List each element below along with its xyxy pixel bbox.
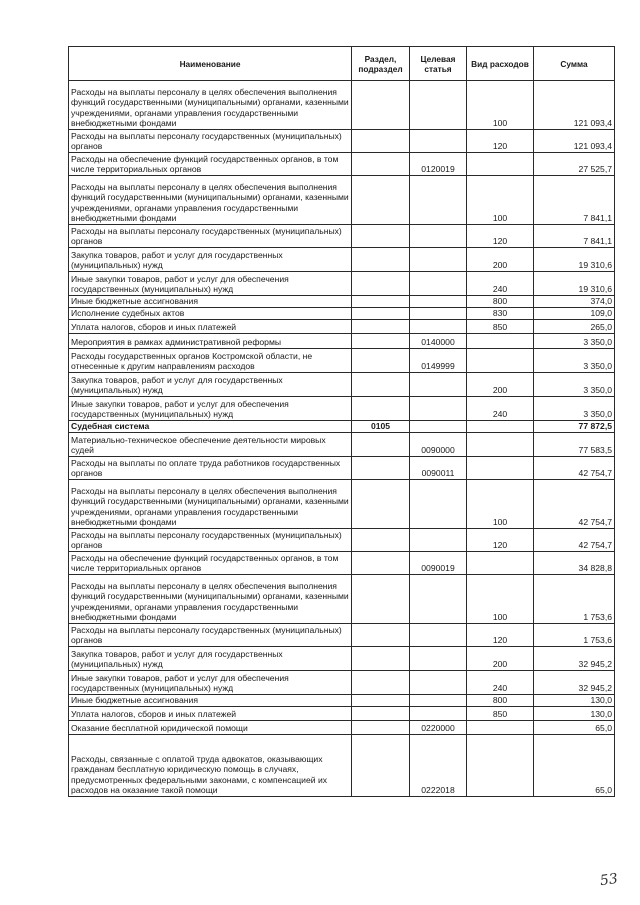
cell-type: 120 <box>467 529 534 552</box>
table-row <box>69 373 615 397</box>
cell-amount: 7 841,1 <box>534 176 615 225</box>
cell-name: Иные бюджетные ассигнования <box>69 695 352 707</box>
cell-name: Расходы на выплаты персоналу государственных (муниципальных) органов <box>69 624 352 647</box>
cell-type: 120 <box>467 225 534 248</box>
cell-section <box>352 552 410 575</box>
cell-amount: 265,0 <box>534 320 615 334</box>
cell-name: Иные закупки товаров, работ и услуг для обеспечения государственных (муниципальных) нужд <box>69 397 352 421</box>
cell-type: 240 <box>467 272 534 296</box>
cell-type: 120 <box>467 624 534 647</box>
table-header-row <box>69 47 615 81</box>
cell-amount: 130,0 <box>534 707 615 721</box>
cell-target <box>410 248 467 272</box>
cell-type: 100 <box>467 81 534 130</box>
cell-target <box>410 296 467 308</box>
cell-section <box>352 320 410 334</box>
cell-type <box>467 334 534 349</box>
cell-type: 850 <box>467 707 534 721</box>
cell-name: Материально-техническое обеспечение деятельности мировых судей <box>69 433 352 457</box>
table-row <box>69 349 615 373</box>
cell-amount: 19 310,6 <box>534 272 615 296</box>
cell-name: Расходы, связанные с оплатой труда адвокатов, оказывающих гражданам бесплатную юридическую помощь в случаях, предусмотренных федеральными законами, с компенсацией их расходов на оказание такой помощи <box>69 735 352 797</box>
cell-target <box>410 176 467 225</box>
cell-amount: 7 841,1 <box>534 225 615 248</box>
table-row <box>69 130 615 153</box>
cell-target <box>410 225 467 248</box>
cell-type: 830 <box>467 308 534 320</box>
cell-target <box>410 373 467 397</box>
cell-section <box>352 296 410 308</box>
table-row <box>69 707 615 721</box>
table-row <box>69 480 615 529</box>
cell-type: 200 <box>467 373 534 397</box>
cell-amount: 374,0 <box>534 296 615 308</box>
table-row <box>69 735 615 797</box>
cell-amount: 32 945,2 <box>534 647 615 671</box>
table-row <box>69 81 615 130</box>
cell-target: 0090011 <box>410 457 467 480</box>
cell-target <box>410 695 467 707</box>
cell-amount: 19 310,6 <box>534 248 615 272</box>
cell-amount: 27 525,7 <box>534 153 615 176</box>
cell-target <box>410 308 467 320</box>
cell-target <box>410 480 467 529</box>
table-row <box>69 397 615 421</box>
cell-section <box>352 735 410 797</box>
cell-section <box>352 695 410 707</box>
cell-type: 100 <box>467 575 534 624</box>
cell-name: Расходы на выплаты персоналу в целях обеспечения выполнения функций государственными (муниципальными) органами, казенными учреждениями, органами управления государственными внебюджетными фондами <box>69 81 352 130</box>
cell-section <box>352 81 410 130</box>
cell-amount: 3 350,0 <box>534 397 615 421</box>
cell-name: Исполнение судебных актов <box>69 308 352 320</box>
cell-name: Закупка товаров, работ и услуг для государственных (муниципальных) нужд <box>69 248 352 272</box>
cell-type <box>467 457 534 480</box>
cell-amount: 42 754,7 <box>534 529 615 552</box>
cell-name: Уплата налогов, сборов и иных платежей <box>69 320 352 334</box>
cell-type: 200 <box>467 248 534 272</box>
cell-section <box>352 225 410 248</box>
table-row <box>69 248 615 272</box>
cell-name: Расходы на обеспечение функций государственных органов, в том числе территориальных органов <box>69 153 352 176</box>
cell-type: 800 <box>467 695 534 707</box>
cell-section <box>352 671 410 695</box>
cell-type: 100 <box>467 480 534 529</box>
table-row <box>69 334 615 349</box>
table-row <box>69 308 615 320</box>
cell-section <box>352 308 410 320</box>
cell-name: Расходы на выплаты персоналу в целях обеспечения выполнения функций государственными (муниципальными) органами, казенными учреждениями, органами управления государственными внебюджетными фондами <box>69 480 352 529</box>
cell-target <box>410 647 467 671</box>
cell-name: Расходы государственных органов Костромской области, не отнесенные к другим направлениям расходов <box>69 349 352 373</box>
cell-target: 0140000 <box>410 334 467 349</box>
cell-name: Расходы на выплаты персоналу в целях обеспечения выполнения функций государственными (муниципальными) органами, казенными учреждениями, органами управления государственными внебюджетными фондами <box>69 575 352 624</box>
table-row <box>69 647 615 671</box>
cell-section <box>352 647 410 671</box>
cell-section <box>352 480 410 529</box>
cell-target <box>410 671 467 695</box>
cell-section <box>352 373 410 397</box>
cell-name: Расходы на выплаты персоналу государственных (муниципальных) органов <box>69 225 352 248</box>
cell-section <box>352 721 410 735</box>
cell-amount: 3 350,0 <box>534 349 615 373</box>
cell-section <box>352 349 410 373</box>
table-row <box>69 552 615 575</box>
cell-amount: 3 350,0 <box>534 373 615 397</box>
cell-target <box>410 624 467 647</box>
cell-target <box>410 421 467 433</box>
cell-target <box>410 707 467 721</box>
cell-type <box>467 421 534 433</box>
cell-type <box>467 153 534 176</box>
cell-type <box>467 433 534 457</box>
cell-target: 0149999 <box>410 349 467 373</box>
cell-amount: 3 350,0 <box>534 334 615 349</box>
cell-section <box>352 248 410 272</box>
table-row <box>69 575 615 624</box>
cell-name: Закупка товаров, работ и услуг для государственных (муниципальных) нужд <box>69 373 352 397</box>
cell-target: 0120019 <box>410 153 467 176</box>
cell-target: 0222018 <box>410 735 467 797</box>
table-row <box>69 721 615 735</box>
cell-section <box>352 176 410 225</box>
cell-amount: 34 828,8 <box>534 552 615 575</box>
cell-type: 120 <box>467 130 534 153</box>
cell-name: Расходы на обеспечение функций государственных органов, в том числе территориальных органов <box>69 552 352 575</box>
table-row <box>69 272 615 296</box>
cell-section <box>352 624 410 647</box>
cell-name: Оказание бесплатной юридической помощи <box>69 721 352 735</box>
cell-type <box>467 349 534 373</box>
table-row <box>69 671 615 695</box>
cell-amount: 65,0 <box>534 721 615 735</box>
cell-amount: 77 872,5 <box>534 421 615 433</box>
table-row <box>69 457 615 480</box>
table-row <box>69 176 615 225</box>
cell-section <box>352 433 410 457</box>
table-row <box>69 695 615 707</box>
cell-target: 0220000 <box>410 721 467 735</box>
cell-target: 0090019 <box>410 552 467 575</box>
page-number: 53 <box>598 870 619 890</box>
cell-type: 200 <box>467 647 534 671</box>
header-name: Наименование <box>69 47 352 81</box>
table-row <box>69 421 615 433</box>
cell-name: Судебная система <box>69 421 352 433</box>
cell-amount: 1 753,6 <box>534 575 615 624</box>
cell-section <box>352 397 410 421</box>
cell-name: Расходы на выплаты персоналу государственных (муниципальных) органов <box>69 529 352 552</box>
cell-target <box>410 397 467 421</box>
cell-name: Уплата налогов, сборов и иных платежей <box>69 707 352 721</box>
cell-name: Мероприятия в рамках административной реформы <box>69 334 352 349</box>
cell-type: 100 <box>467 176 534 225</box>
cell-amount: 1 753,6 <box>534 624 615 647</box>
header-type: Вид расходов <box>467 47 534 81</box>
table-row <box>69 153 615 176</box>
cell-section <box>352 272 410 296</box>
cell-amount: 32 945,2 <box>534 671 615 695</box>
cell-name: Закупка товаров, работ и услуг для государственных (муниципальных) нужд <box>69 647 352 671</box>
cell-target <box>410 575 467 624</box>
cell-name: Расходы на выплаты по оплате труда работников государственных органов <box>69 457 352 480</box>
cell-section <box>352 457 410 480</box>
cell-type <box>467 735 534 797</box>
cell-target <box>410 529 467 552</box>
cell-target: 0090000 <box>410 433 467 457</box>
table-row <box>69 320 615 334</box>
cell-section <box>352 334 410 349</box>
cell-target <box>410 320 467 334</box>
header-target: Целевая статья <box>410 47 467 81</box>
cell-type: 240 <box>467 397 534 421</box>
budget-table <box>68 46 615 797</box>
header-amount: Сумма <box>534 47 615 81</box>
cell-section <box>352 575 410 624</box>
cell-target <box>410 130 467 153</box>
cell-type <box>467 721 534 735</box>
table-body <box>69 81 615 797</box>
cell-amount: 42 754,7 <box>534 480 615 529</box>
cell-name: Расходы на выплаты персоналу государственных (муниципальных) органов <box>69 130 352 153</box>
cell-section <box>352 707 410 721</box>
cell-amount: 65,0 <box>534 735 615 797</box>
cell-name: Расходы на выплаты персоналу в целях обеспечения выполнения функций государственными (муниципальными) органами, казенными учреждениями, органами управления государственными внебюджетными фондами <box>69 176 352 225</box>
cell-name: Иные закупки товаров, работ и услуг для обеспечения государственных (муниципальных) нужд <box>69 671 352 695</box>
cell-amount: 121 093,4 <box>534 81 615 130</box>
cell-amount: 109,0 <box>534 308 615 320</box>
cell-target <box>410 81 467 130</box>
cell-amount: 130,0 <box>534 695 615 707</box>
cell-target <box>410 272 467 296</box>
cell-name: Иные закупки товаров, работ и услуг для обеспечения государственных (муниципальных) нужд <box>69 272 352 296</box>
cell-name: Иные бюджетные ассигнования <box>69 296 352 308</box>
cell-amount: 42 754,7 <box>534 457 615 480</box>
cell-amount: 121 093,4 <box>534 130 615 153</box>
cell-section: 0105 <box>352 421 410 433</box>
header-section: Раздел, подраздел <box>352 47 410 81</box>
table-row <box>69 296 615 308</box>
cell-type: 240 <box>467 671 534 695</box>
cell-section <box>352 130 410 153</box>
cell-section <box>352 529 410 552</box>
cell-type: 800 <box>467 296 534 308</box>
table-row <box>69 225 615 248</box>
table-row <box>69 433 615 457</box>
table-row <box>69 624 615 647</box>
table-row <box>69 529 615 552</box>
cell-type <box>467 552 534 575</box>
cell-section <box>352 153 410 176</box>
cell-type: 850 <box>467 320 534 334</box>
cell-amount: 77 583,5 <box>534 433 615 457</box>
